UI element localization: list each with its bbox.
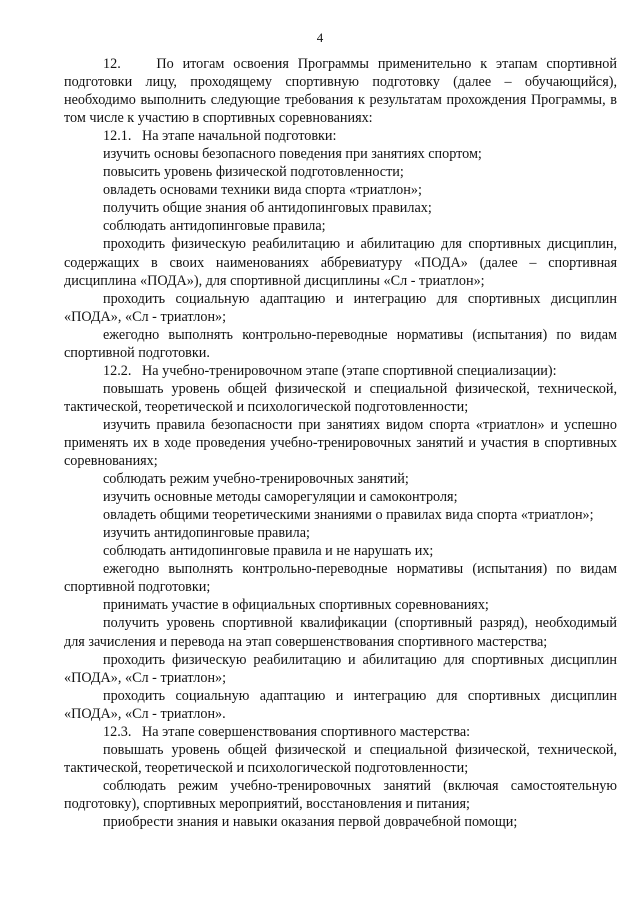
- section-heading-12-3: 12.3. На этапе совершенствования спортивного мастерства:: [103, 723, 471, 740]
- list-item: овладеть общими теоретическими знаниями о правилах вида спорта «триатлон»;: [103, 507, 594, 524]
- section-heading-12-2: 12.2. На учебно-тренировочном этапе (этапе спортивной специализации):: [103, 362, 557, 379]
- list-item: изучить основные методы саморегуляции и самоконтроля;: [103, 489, 458, 506]
- list-item: ежегодно выполнять контрольно-переводные нормативы (испытания) по видам спортивной подготовки.: [64, 326, 617, 361]
- list-item: соблюдать режим учебно-тренировочных занятий;: [103, 471, 409, 488]
- section-heading-12-1: 12.1. На этапе начальной подготовки:: [103, 128, 337, 145]
- list-item: соблюдать режим учебно-тренировочных занятий (включая самостоятельную подготовку), спортивных мероприятий, восстановления и питания;: [64, 777, 617, 812]
- list-item: проходить физическую реабилитацию и абилитацию для спортивных дисциплин, содержащих в своих наименованиях аббревиатуру «ПОДА» (далее – спортивная дисциплина «ПОДА»), для спортивной дисциплины «Сл - триатлон»;: [64, 236, 617, 289]
- list-item: изучить правила безопасности при занятиях видом спорта «триатлон» и успешно применять их в ходе проведения учебно-тренировочных занятий и участия в спортивных соревнованиях;: [64, 416, 617, 470]
- list-item: повышать уровень общей физической и специальной физической, технической, тактической, теоретической и психологической подготовленности;: [64, 380, 617, 415]
- list-item: соблюдать антидопинговые правила;: [103, 218, 326, 235]
- list-item: приобрести знания и навыки оказания первой доврачебной помощи;: [103, 813, 518, 830]
- list-item: изучить антидопинговые правила;: [103, 525, 310, 542]
- list-item: овладеть основами техники вида спорта «триатлон»;: [103, 182, 422, 199]
- list-item: получить уровень спортивной квалификации (спортивный разряд), необходимый для зачисления и перевода на этап совершенствования спортивного мастерства;: [64, 615, 617, 650]
- list-item: ежегодно выполнять контрольно-переводные нормативы (испытания) по видам спортивной подготовки;: [64, 561, 617, 596]
- list-item: проходить физическую реабилитацию и абилитацию для спортивных дисциплин «ПОДА», «Сл - триатлон»;: [64, 651, 617, 686]
- list-item: проходить социальную адаптацию и интеграцию для спортивных дисциплин «ПОДА», «Сл - триатлон».: [64, 687, 617, 722]
- list-item: принимать участие в официальных спортивных соревнованиях;: [103, 597, 489, 614]
- list-item: соблюдать антидопинговые правила и не нарушать их;: [103, 543, 434, 560]
- list-item: повышать уровень общей физической и специальной физической, технической, тактической, теоретической и психологической подготовленности;: [64, 741, 617, 776]
- paragraph-12: 12. По итогам освоения Программы применительно к этапам спортивной подготовки лицу, проходящему спортивную подготовку (далее – обучающийся), необходимо выполнить следующие требования к результатам прохождения Программы, в том числе к участию в спортивных соревнованиях:: [64, 56, 617, 127]
- page-number: 4: [316, 30, 324, 45]
- list-item: изучить основы безопасного поведения при занятиях спортом;: [103, 146, 482, 163]
- list-item: повысить уровень физической подготовленности;: [103, 164, 404, 181]
- list-item: получить общие знания об антидопинговых правилах;: [103, 200, 432, 217]
- list-item: проходить социальную адаптацию и интеграцию для спортивных дисциплин «ПОДА», «Сл - триатлон»;: [64, 290, 617, 325]
- document-body: [64, 55, 617, 831]
